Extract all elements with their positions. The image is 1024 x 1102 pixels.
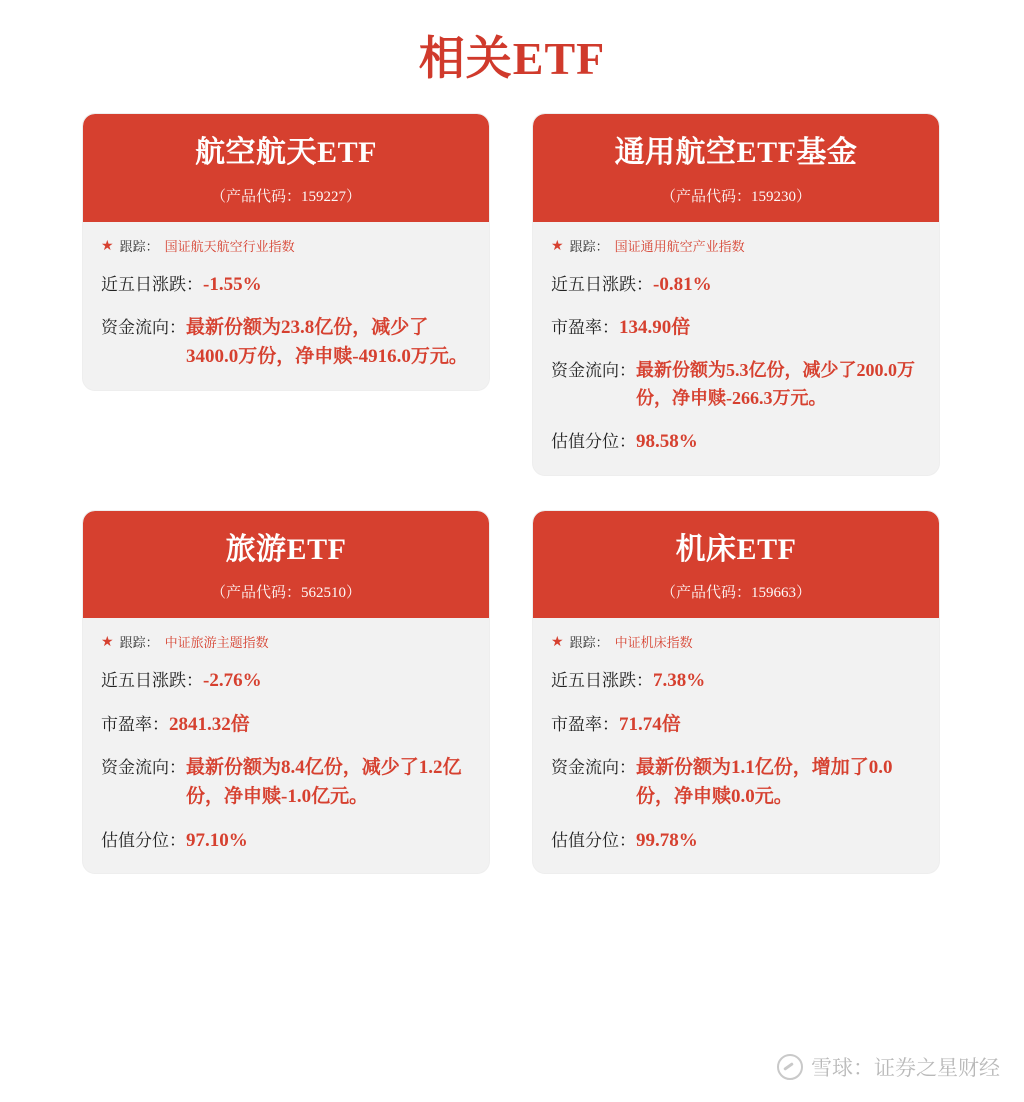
valuation-percentile-label: 估值分位：: [551, 830, 636, 850]
track-row: [551, 634, 921, 652]
five-day-change-label: 近五日涨跌：: [551, 671, 653, 691]
pe-ratio-value: 2841.32倍: [169, 713, 250, 735]
pe-ratio-row: [101, 710, 471, 739]
etf-name: 旅游ETF: [225, 532, 347, 566]
card-header: [83, 511, 489, 619]
five-day-change-label: 近五日涨跌：: [101, 274, 203, 294]
fund-flow-value: 最新份额为8.4亿份，减少了1.2亿份，净申赎-1.0亿元。: [186, 756, 462, 808]
pe-ratio-row: [551, 313, 921, 342]
five-day-change-row: [101, 666, 471, 695]
five-day-change-row: [551, 666, 921, 695]
fund-flow-value: 最新份额为23.8亿份，减少了3400.0万份，净申赎-4916.0万元。: [186, 316, 468, 368]
valuation-percentile-label: 估值分位：: [101, 830, 186, 850]
etf-name: 机床ETF: [675, 532, 797, 566]
fund-flow-row: [101, 313, 471, 372]
etf-card[interactable]: [533, 511, 939, 874]
five-day-change-value: -1.55%: [203, 273, 262, 295]
fund-flow-label: 资金流向：: [101, 757, 186, 777]
etf-name: 通用航空ETF基金: [614, 136, 858, 169]
track-label: 跟踪：: [119, 238, 159, 254]
track-index-name: 中证机床指数: [614, 635, 693, 651]
etf-card[interactable]: [83, 114, 489, 390]
etf-name: 航空航天ETF: [195, 136, 377, 169]
track-label: 跟踪：: [569, 635, 609, 651]
five-day-change-row: [101, 270, 471, 299]
etf-card-grid: [0, 114, 1024, 873]
five-day-change-value: -0.81%: [653, 273, 712, 295]
fund-flow-label: 资金流向：: [101, 317, 186, 337]
card-header: [83, 114, 489, 222]
pe-ratio-label: 市盈率：: [101, 714, 169, 734]
valuation-percentile-label: 估值分位：: [551, 432, 636, 452]
card-body: [83, 222, 489, 390]
etf-card[interactable]: [83, 511, 489, 874]
fund-flow-row: [101, 753, 471, 812]
valuation-percentile-row: [551, 826, 921, 855]
five-day-change-label: 近五日涨跌：: [101, 671, 203, 691]
card-body: [533, 618, 939, 873]
star-icon: ★: [551, 238, 564, 254]
pe-ratio-value: 71.74倍: [619, 713, 681, 735]
track-index-name: 国证通用航空产业指数: [614, 238, 745, 254]
five-day-change-row: [551, 270, 921, 299]
star-icon: ★: [551, 635, 564, 651]
card-body: [533, 222, 939, 475]
etf-code: （产品代码：159227）: [210, 188, 361, 205]
track-index-name: 国证航天航空行业指数: [164, 238, 295, 254]
track-index-name: 中证旅游主题指数: [164, 635, 269, 651]
etf-code: （产品代码：159663）: [660, 585, 811, 602]
valuation-percentile-row: [551, 427, 921, 456]
star-icon: ★: [101, 635, 114, 651]
watermark-text: 雪球：证券之星财经: [811, 1057, 1000, 1080]
etf-code: （产品代码：562510）: [210, 585, 361, 602]
snowball-logo-icon: [777, 1054, 803, 1080]
track-row: [101, 634, 471, 652]
fund-flow-row: [551, 753, 921, 812]
etf-code: （产品代码：159230）: [660, 188, 811, 205]
five-day-change-value: 7.38%: [653, 670, 706, 692]
track-label: 跟踪：: [119, 635, 159, 651]
five-day-change-label: 近五日涨跌：: [551, 274, 653, 294]
fund-flow-label: 资金流向：: [551, 361, 636, 381]
track-label: 跟踪：: [569, 238, 609, 254]
fund-flow-value: 最新份额为1.1亿份，增加了0.0份，净申赎0.0元。: [636, 756, 893, 808]
pe-ratio-label: 市盈率：: [551, 714, 619, 734]
watermark: [777, 1052, 1000, 1082]
star-icon: ★: [101, 238, 114, 254]
fund-flow-value: 最新份额为5.3亿份，减少了200.0万份，净申赎-266.3万元。: [636, 360, 915, 409]
valuation-percentile-value: 97.10%: [186, 829, 248, 851]
etf-card[interactable]: [533, 114, 939, 475]
fund-flow-label: 资金流向：: [551, 757, 636, 777]
valuation-percentile-row: [101, 826, 471, 855]
fund-flow-row: [551, 356, 921, 413]
card-body: [83, 618, 489, 873]
card-header: [533, 114, 939, 222]
five-day-change-value: -2.76%: [203, 670, 262, 692]
valuation-percentile-value: 99.78%: [636, 829, 698, 851]
page-title: 相关ETF: [418, 33, 606, 84]
track-row: [551, 238, 921, 256]
valuation-percentile-value: 98.58%: [636, 431, 698, 453]
pe-ratio-value: 134.90倍: [619, 316, 691, 338]
card-header: [533, 511, 939, 619]
track-row: [101, 238, 471, 256]
pe-ratio-row: [551, 710, 921, 739]
pe-ratio-label: 市盈率：: [551, 317, 619, 337]
